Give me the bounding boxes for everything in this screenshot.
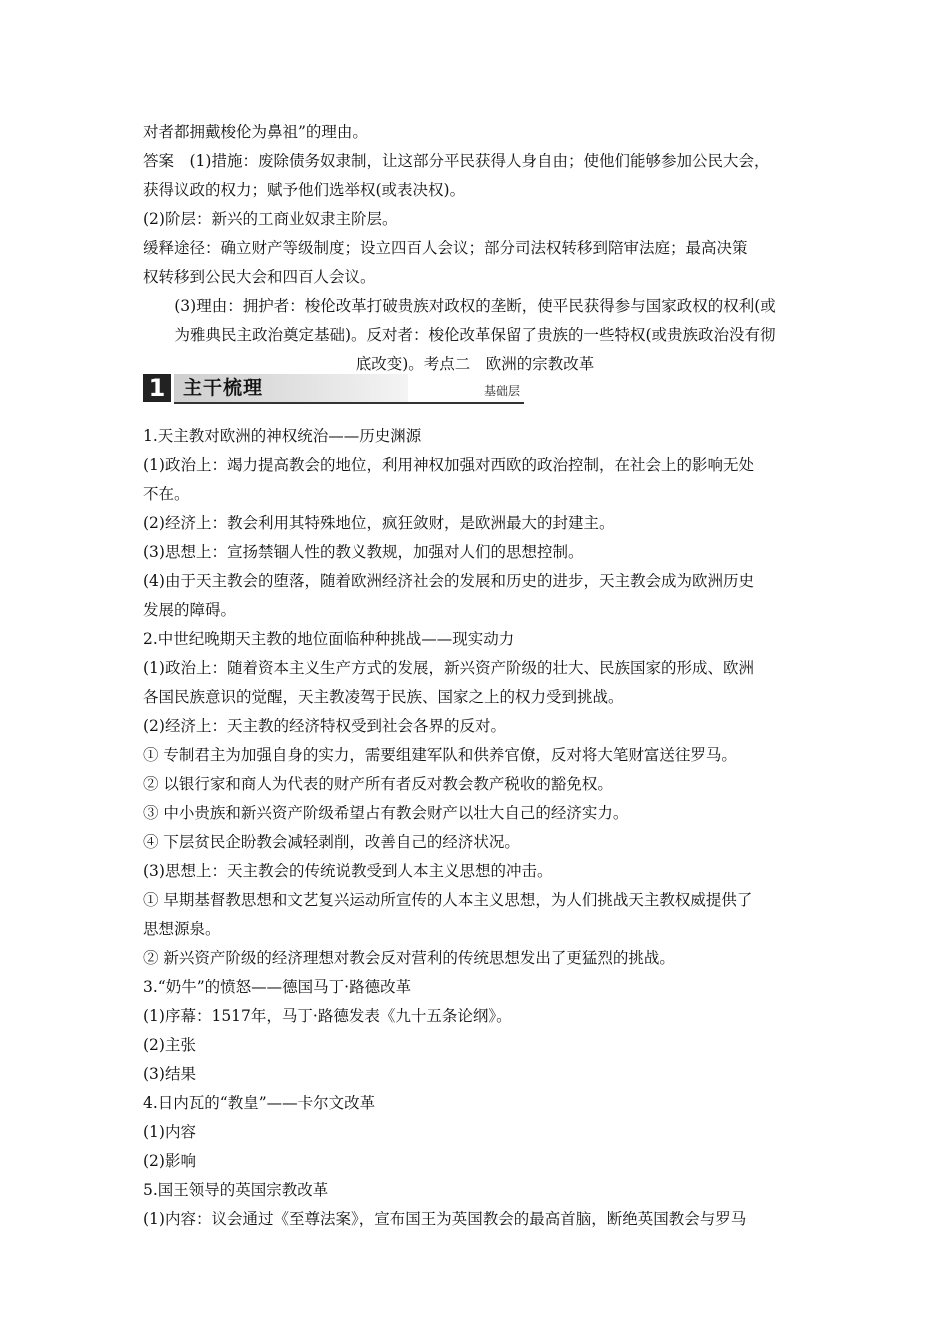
text-line: (2)主张 <box>143 1036 196 1054</box>
text-line: 为雅典民主政治奠定基础)。反对者：梭伦改革保留了贵族的一些特权(或贵族政治没有彻 <box>174 326 776 344</box>
banner-title: 主干梳理 <box>183 377 264 399</box>
text-line: (3)理由：拥护者：梭伦改革打破贵族对政权的垄断，使平民获得参与国家政权的权利(或 <box>174 297 776 315</box>
heading-line: 2.中世纪晚期天主教的地位面临种种挑战——现实动力 <box>143 630 515 648</box>
heading-line: 3.“奶牛”的愤怒——德国马丁·路德改革 <box>143 978 412 996</box>
text-line: 发展的障碍。 <box>143 601 237 619</box>
text-line: 获得议政的权力；赋予他们选举权(或表决权)。 <box>143 181 466 199</box>
text-line: (2)经济上：天主教的经济特权受到社会各界的反对。 <box>143 717 506 735</box>
text-line: (1)政治上：随着资本主义生产方式的发展，新兴资产阶级的壮大、民族国家的形成、欧洲 <box>143 659 754 677</box>
body-block <box>143 422 807 1234</box>
text-line: 思想源泉。 <box>143 920 221 938</box>
text-line: ③ 中小贵族和新兴资产阶级希望占有教会财产以壮大自己的经济实力。 <box>143 804 629 822</box>
text-line: ② 新兴资产阶级的经济理想对教会反对营利的传统思想发出了更猛烈的挑战。 <box>143 949 675 967</box>
text-line: ④ 下层贫民企盼教会减轻剥削，改善自己的经济状况。 <box>143 833 520 851</box>
text-line: (3)思想上：宣扬禁锢人性的教义教规，加强对人们的思想控制。 <box>143 543 584 561</box>
text-line: (3)思想上：天主教会的传统说教受到人本主义思想的冲击。 <box>143 862 553 880</box>
section-banner <box>143 372 524 404</box>
text-line: (1)序幕：1517年，马丁·路德发表《九十五条论纲》。 <box>143 1007 512 1025</box>
text-line: (2)阶层：新兴的工商业奴隶主阶层。 <box>143 210 398 228</box>
text-line: ② 以银行家和商人为代表的财产所有者反对教会教产税收的豁免权。 <box>143 775 613 793</box>
answer-block <box>143 118 807 379</box>
banner-number: 1 <box>143 374 171 402</box>
banner-rule <box>174 402 524 404</box>
heading-line: 1.天主教对欧洲的神权统治——历史渊源 <box>143 427 422 445</box>
heading-line: 4.日内瓦的“教皇”——卡尔文改革 <box>143 1094 376 1112</box>
heading-line: 5.国王领导的英国宗教改革 <box>143 1181 329 1199</box>
text-line: 缓释途径：确立财产等级制度；设立四百人会议；部分司法权转移到陪审法庭；最高决策 <box>143 239 748 257</box>
text-line: (4)由于天主教会的堕落，随着欧洲经济社会的发展和历史的进步，天主教会成为欧洲历史 <box>143 572 754 590</box>
text-line: (3)结果 <box>143 1065 196 1083</box>
text-line: 答案 (1)措施：废除债务奴隶制，让这部分平民获得人身自由；使他们能够参加公民大会， <box>143 152 770 170</box>
text-line: ① 早期基督教思想和文艺复兴运动所宣传的人本主义思想，为人们挑战天主教权威提供了 <box>143 891 753 909</box>
section-heading-line: 底改变)。考点二 欧洲的宗教改革 <box>355 355 595 373</box>
text-line: (1)政治上：竭力提高教会的地位，利用神权加强对西欧的政治控制，在社会上的影响无处 <box>143 456 754 474</box>
text-line: 各国民族意识的觉醒，天主教凌驾于民族、国家之上的权力受到挑战。 <box>143 688 624 706</box>
text-line: (1)内容 <box>143 1123 196 1141</box>
banner-level: 基础层 <box>483 384 520 398</box>
text-line: 对者都拥戴梭伦为鼻祖”的理由。 <box>143 123 368 141</box>
text-line: (2)影响 <box>143 1152 196 1170</box>
text-line: 权转移到公民大会和四百人会议。 <box>143 268 376 286</box>
text-line: 不在。 <box>143 485 190 503</box>
text-line: (1)内容：议会通过《至尊法案》，宣布国王为英国教会的最高首脑，断绝英国教会与罗马 <box>143 1210 747 1228</box>
text-line: (2)经济上：教会利用其特殊地位，疯狂敛财，是欧洲最大的封建主。 <box>143 514 615 532</box>
text-line: ① 专制君主为加强自身的实力，需要组建军队和供养官僚，反对将大笔财富送往罗马。 <box>143 746 737 764</box>
